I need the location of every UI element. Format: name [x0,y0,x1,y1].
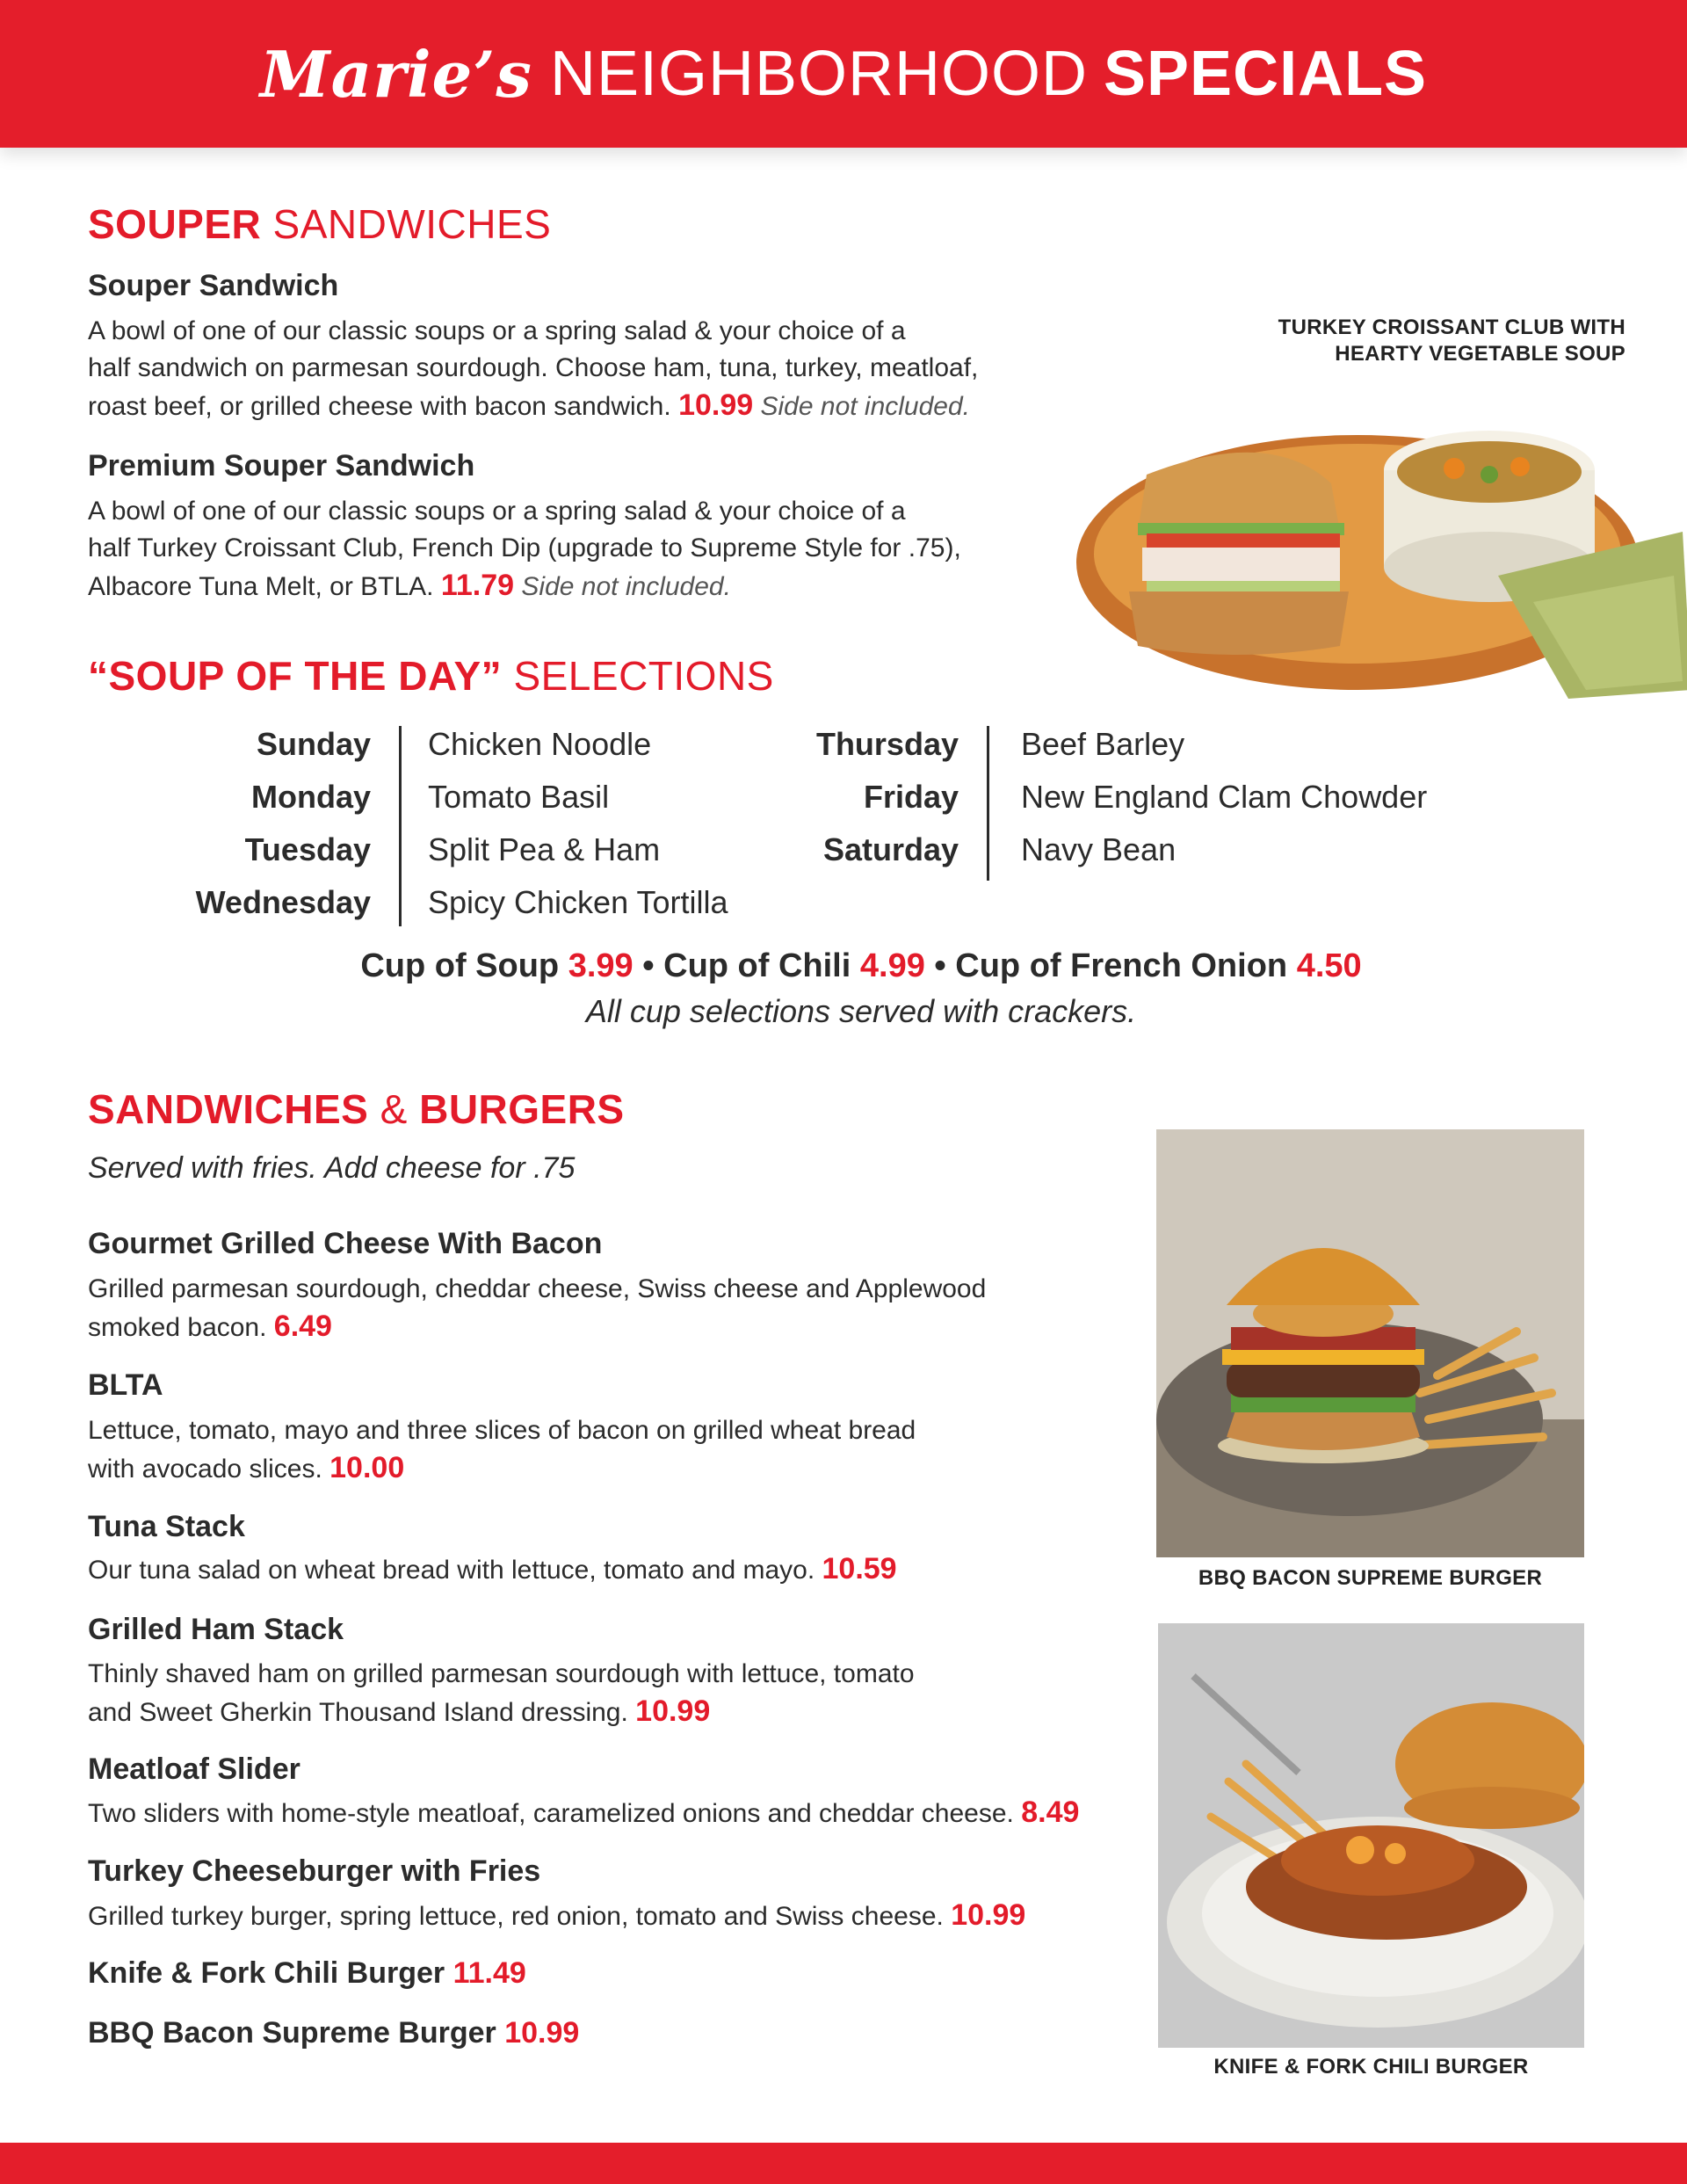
desc-text: roast beef, or grilled cheese with bacon sandwich. [88,392,671,421]
desc-text: and Sweet Gherkin Thousand Island dressing. [88,1698,628,1727]
tuna-stack-price: 10.59 [822,1552,897,1585]
sandwiches-subtitle: Served with fries. Add cheese for .75 [88,1151,576,1185]
desc-line: half Turkey Croissant Club, French Dip (upgrade to Supreme Style for .75), [88,533,961,562]
turkey-cheeseburger-desc [88,1897,1025,1935]
cup-chili-price: 4.99 [859,947,925,984]
desc-line: A bowl of one of our classic soups or a spring salad & your choice of a [88,316,906,345]
souper-sandwich-name: Souper Sandwich [88,269,339,302]
footer-bar [0,2143,1687,2184]
ham-stack-price: 10.99 [635,1694,711,1728]
desc-line: Lettuce, tomato, mayo and three slices of bacon on grilled wheat bread [88,1416,916,1445]
turkey-cheeseburger-price: 10.99 [951,1898,1026,1932]
grilled-cheese-name: Gourmet Grilled Cheese With Bacon [88,1227,603,1260]
chili-burger-photo [1158,1623,1584,2048]
premium-souper-name: Premium Souper Sandwich [88,449,475,483]
meatloaf-slider-name: Meatloaf Slider [88,1752,300,1786]
bbq-burger-name: BBQ Bacon Supreme Burger [88,2016,496,2050]
blta-name: BLTA [88,1368,163,1402]
chili-burger-caption: KNIFE & FORK CHILI BURGER [1213,2055,1529,2079]
header-title-regular: NEIGHBORHOOD [549,39,1088,109]
blta-price: 10.00 [329,1451,405,1484]
bbq-burger-item [88,2016,579,2050]
souper-section-title [88,200,551,248]
desc-text: Our tuna salad on wheat bread with lettuce, tomato and mayo. [88,1556,815,1585]
sandwiches-title-amp: & [380,1086,408,1132]
cup-chili-label: Cup of Chili [663,947,851,984]
cup-soup-label: Cup of Soup [360,947,560,984]
brand-script-name: Marie’s [259,36,532,112]
header-title-bold: SPECIALS [1104,39,1428,109]
ham-stack-desc [88,1656,915,1731]
soup-day: Sunday [256,726,371,762]
side-note: Side not included. [760,392,971,421]
chili-burger-item [88,1956,526,1991]
caption-line: HEARTY VEGETABLE SOUP [1335,342,1625,366]
soup-section-title [88,652,774,700]
meatloaf-slider-price: 8.49 [1021,1796,1080,1829]
turkey-club-image [1076,400,1687,716]
desc-line [88,1308,986,1346]
soup-day: Friday [863,779,959,815]
chili-burger-image [1158,1623,1584,2048]
soup-name: New England Clam Chowder [1021,779,1428,815]
sandwiches-title-a: SANDWICHES [88,1086,369,1132]
desc-text: smoked bacon. [88,1313,267,1342]
bullet-separator: • [642,947,655,984]
soup-name: Spicy Chicken Tortilla [428,884,728,920]
desc-line: Thinly shaved ham on grilled parmesan sourdough with lettuce, tomato [88,1659,915,1688]
souper-sandwich-desc [88,313,978,425]
bbq-burger-price: 10.99 [504,2016,580,2050]
desc-line [88,387,978,425]
cup-onion-price: 4.50 [1296,947,1362,984]
soup-name: Split Pea & Ham [428,831,661,867]
soup-name: Tomato Basil [428,779,610,815]
desc-text: Two sliders with home-style meatloaf, caramelized onions and cheddar cheese. [88,1799,1014,1828]
sandwiches-title-b: BURGERS [419,1086,625,1132]
soup-divider-left [399,726,402,926]
bbq-burger-photo [1156,1129,1584,1557]
soup-title-bold: “SOUP OF THE DAY” [88,653,503,699]
tuna-stack-desc [88,1550,897,1589]
desc-line: A bowl of one of our classic soups or a spring salad & your choice of a [88,497,906,526]
ham-stack-name: Grilled Ham Stack [88,1613,344,1646]
souper-sandwich-price: 10.99 [678,388,754,422]
premium-souper-price: 11.79 [440,569,515,602]
bbq-burger-image [1156,1129,1584,1557]
bullet-separator: • [934,947,946,984]
soup-name: Chicken Noodle [428,726,652,762]
page-header [0,0,1687,148]
caption-line: TURKEY CROISSANT CLUB WITH [1278,316,1625,339]
turkey-club-photo [1076,400,1687,716]
soup-day: Thursday [815,726,959,762]
meatloaf-slider-desc [88,1794,1079,1832]
grilled-cheese-price: 6.49 [273,1310,332,1343]
souper-title-light: SANDWICHES [272,201,552,247]
desc-text: Grilled turkey burger, spring lettuce, red onion, tomato and Swiss cheese. [88,1902,944,1931]
soup-day: Wednesday [195,884,371,920]
cup-onion-label: Cup of French Onion [955,947,1288,984]
side-note: Side not included. [521,572,731,601]
blta-desc [88,1412,916,1488]
desc-line [88,1550,897,1589]
desc-line [88,1794,1079,1832]
chili-burger-price: 11.49 [453,1956,526,1990]
desc-line: Grilled parmesan sourdough, cheddar cheese, Swiss cheese and Applewood [88,1274,987,1303]
desc-line [88,567,961,606]
soup-day: Saturday [822,831,959,867]
chili-burger-name: Knife & Fork Chili Burger [88,1956,445,1990]
soup-divider-right [987,726,989,881]
soup-title-light: SELECTIONS [513,653,774,699]
cup-prices [0,947,1687,985]
souper-title-bold: SOUPER [88,201,262,247]
cup-note: All cup selections served with crackers. [585,993,1137,1029]
desc-line [88,1693,915,1731]
tuna-stack-name: Tuna Stack [88,1510,245,1543]
desc-text: with avocado slices. [88,1455,322,1484]
soup-day: Tuesday [244,831,371,867]
desc-line [88,1449,916,1488]
turkey-cheeseburger-name: Turkey Cheeseburger with Fries [88,1854,541,1888]
soup-day: Monday [250,779,371,815]
turkey-club-caption [1278,315,1625,367]
soup-name: Beef Barley [1021,726,1185,762]
desc-line: half sandwich on parmesan sourdough. Choose ham, tuna, turkey, meatloaf, [88,353,979,382]
cup-soup-price: 3.99 [568,947,634,984]
sandwiches-section-title [88,1085,625,1133]
desc-text: Albacore Tuna Melt, or BTLA. [88,572,434,601]
grilled-cheese-desc [88,1271,986,1346]
desc-line [88,1897,1025,1935]
soup-name: Navy Bean [1021,831,1177,867]
premium-souper-desc [88,493,961,606]
bbq-burger-caption: BBQ BACON SUPREME BURGER [1198,1566,1543,1590]
